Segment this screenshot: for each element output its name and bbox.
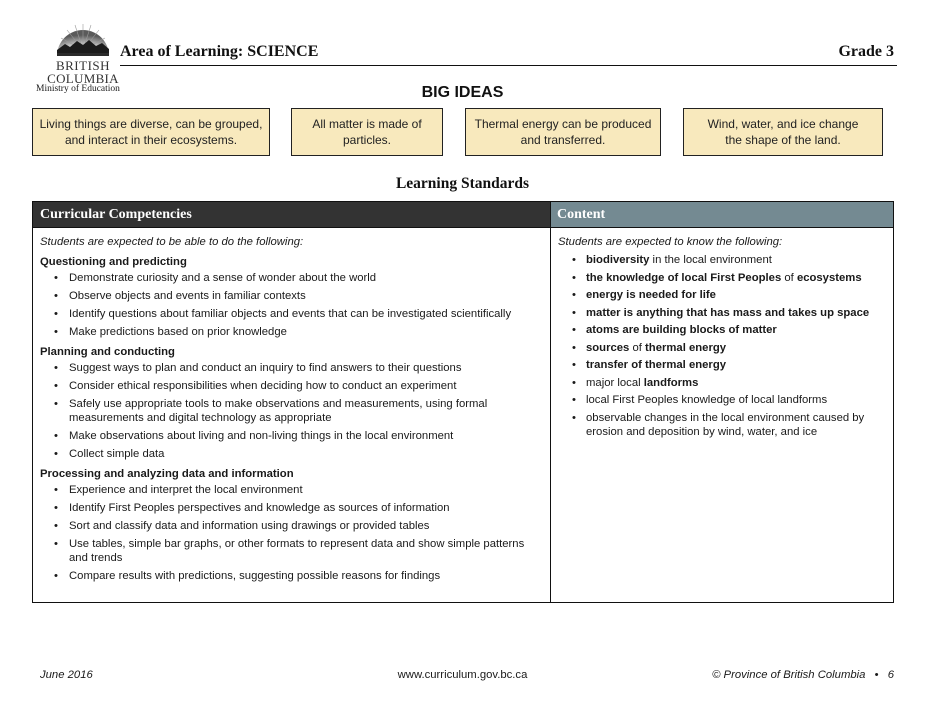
footer-copyright [712, 669, 894, 681]
list-item-text: of [781, 271, 797, 284]
list-item [40, 569, 545, 583]
big-idea-text: All matter is made of particles. [312, 117, 422, 147]
content-header: Content [550, 202, 893, 227]
bullet-icon: • [572, 394, 576, 406]
bullet-icon: • [54, 398, 58, 410]
bullet-icon: • [54, 484, 58, 496]
bullet-icon: • [54, 326, 58, 338]
list-item-text: observable changes in the local environment caused by erosion and deposition by wind, water, and ice [586, 411, 865, 438]
list-item [558, 376, 888, 390]
grade-label: Grade 3 [838, 43, 894, 60]
bullet-icon: • [54, 520, 58, 532]
big-ideas-heading: BIG IDEAS [421, 84, 504, 101]
list-item [40, 519, 545, 533]
bullet-icon: • [572, 359, 576, 371]
list-item [40, 307, 545, 321]
list-item [558, 253, 888, 267]
list-item [40, 271, 545, 285]
bullet-icon: • [572, 254, 576, 266]
copyright-text: © Province of British Columbia [712, 669, 866, 681]
list-item [40, 501, 545, 515]
page-number: 6 [887, 669, 894, 681]
column-divider [550, 202, 551, 602]
bullet-icon: • [572, 324, 576, 336]
content-column [558, 228, 888, 442]
bullet-icon: • [54, 448, 58, 460]
bc-logo [38, 20, 128, 85]
content-intro: Students are expected to know the following: [558, 236, 783, 248]
key-term: transfer of thermal energy [586, 359, 726, 371]
list-item [558, 341, 888, 355]
footer-url-link[interactable]: www.curriculum.gov.bc.ca [397, 669, 528, 681]
list-item [558, 358, 888, 372]
key-term: thermal energy [645, 341, 727, 354]
logo-text-columbia: COLUMBIA [47, 71, 119, 86]
key-term: sources [586, 341, 630, 354]
big-idea-text: Living things are diverse, can be grouped, and interact in their ecosystems. [39, 117, 263, 147]
bullet-icon: • [54, 308, 58, 320]
competency-list [40, 271, 545, 339]
list-item [558, 393, 888, 407]
bullet-icon: • [54, 430, 58, 442]
bullet-icon: • [54, 272, 58, 284]
list-item [40, 361, 545, 375]
list-item-text: Use tables, simple bar graphs, or other formats to represent data and show simple patterns and trends [69, 538, 525, 564]
curricular-competencies-header: Curricular Competencies [33, 202, 550, 227]
big-idea-box [465, 108, 661, 156]
header-divider [120, 65, 897, 66]
list-item [558, 306, 888, 320]
footer-date: June 2016 [40, 669, 93, 681]
list-item [40, 537, 545, 565]
bullet-icon: • [54, 380, 58, 392]
bc-sun-mountain-icon [55, 20, 111, 58]
list-item [558, 323, 888, 337]
big-idea-text: Thermal energy can be produced and transferred. [474, 117, 652, 147]
key-term: the knowledge of local First Peoples [586, 271, 782, 284]
big-idea-text: Wind, water, and ice change the shape of the land. [707, 117, 859, 147]
bullet-icon: • [572, 271, 576, 284]
section-heading: Questioning and predicting [40, 256, 187, 268]
bullet-icon: • [572, 341, 576, 354]
list-item-text: Identify First Peoples perspectives and knowledge as sources of information [69, 502, 450, 514]
key-term: matter is anything that has mass and takes up space [586, 306, 870, 319]
big-idea-box [291, 108, 443, 156]
ministry-label: Ministry of Education [36, 84, 120, 94]
section-heading: Planning and conducting [40, 346, 175, 358]
key-term: energy is needed for life [586, 289, 716, 301]
bullet-icon: • [572, 376, 576, 389]
key-term: biodiversity [586, 254, 650, 266]
list-item-text: Demonstrate curiosity and a sense of wonder about the world [69, 272, 377, 284]
learning-standards-heading: Learning Standards [395, 175, 530, 192]
big-idea-box [32, 108, 270, 156]
big-idea-box [683, 108, 883, 156]
list-item-text: Make observations about living and non-living things in the local environment [69, 430, 454, 442]
bullet-icon: • [572, 289, 576, 301]
list-item [558, 411, 888, 439]
list-item-text: Safely use appropriate tools to make observations and measurements, using formal measurements and digital technology as appropriate [69, 398, 488, 424]
logo-text-british: BRITISH [55, 58, 111, 73]
list-item-text: Compare results with predictions, suggesting possible reasons for findings [69, 570, 441, 582]
content-list [558, 253, 888, 439]
list-item [40, 289, 545, 303]
list-item-text: Make predictions based on prior knowledge [69, 326, 287, 338]
curricular-competencies-column [40, 228, 545, 587]
list-item-text: in the local environment [649, 254, 772, 266]
list-item [40, 325, 545, 339]
list-item [40, 429, 545, 443]
footer-separator: • [874, 669, 879, 681]
bullet-icon: • [54, 362, 58, 374]
key-term: landforms [643, 376, 699, 389]
bullet-icon: • [54, 502, 58, 514]
list-item-text: Identify questions about familiar objects and events that can be investigated scientifically [69, 308, 512, 320]
learning-standards-table [32, 201, 894, 603]
bullet-icon: • [572, 306, 576, 319]
key-term: atoms are building blocks of matter [586, 324, 777, 336]
list-item [40, 447, 545, 461]
list-item-text: Sort and classify data and information using drawings or provided tables [69, 520, 430, 532]
list-item-text: Observe objects and events in familiar contexts [69, 290, 306, 302]
bullet-icon: • [54, 570, 58, 582]
list-item-text: Experience and interpret the local environment [69, 484, 303, 496]
bullet-icon: • [572, 411, 576, 424]
key-term: ecosystems [796, 271, 862, 284]
list-item [40, 379, 545, 393]
list-item [558, 288, 888, 302]
list-item-text: Suggest ways to plan and conduct an inquiry to find answers to their questions [69, 362, 462, 374]
list-item-text: local First Peoples knowledge of local landforms [586, 394, 828, 406]
competency-list [40, 483, 545, 583]
list-item [40, 397, 545, 425]
bullet-icon: • [54, 538, 58, 550]
list-item-text: Collect simple data [69, 448, 165, 460]
bullet-icon: • [54, 290, 58, 302]
list-item-text: Consider ethical responsibilities when deciding how to conduct an experiment [69, 380, 457, 392]
list-item-text: major local [586, 376, 644, 389]
competency-list [40, 361, 545, 461]
list-item [40, 483, 545, 497]
page-title: Area of Learning: SCIENCE [120, 43, 319, 60]
section-heading: Processing and analyzing data and information [40, 468, 294, 480]
list-item-text: of [629, 341, 646, 354]
list-item [558, 271, 888, 285]
competencies-intro: Students are expected to be able to do the following: [40, 236, 304, 248]
